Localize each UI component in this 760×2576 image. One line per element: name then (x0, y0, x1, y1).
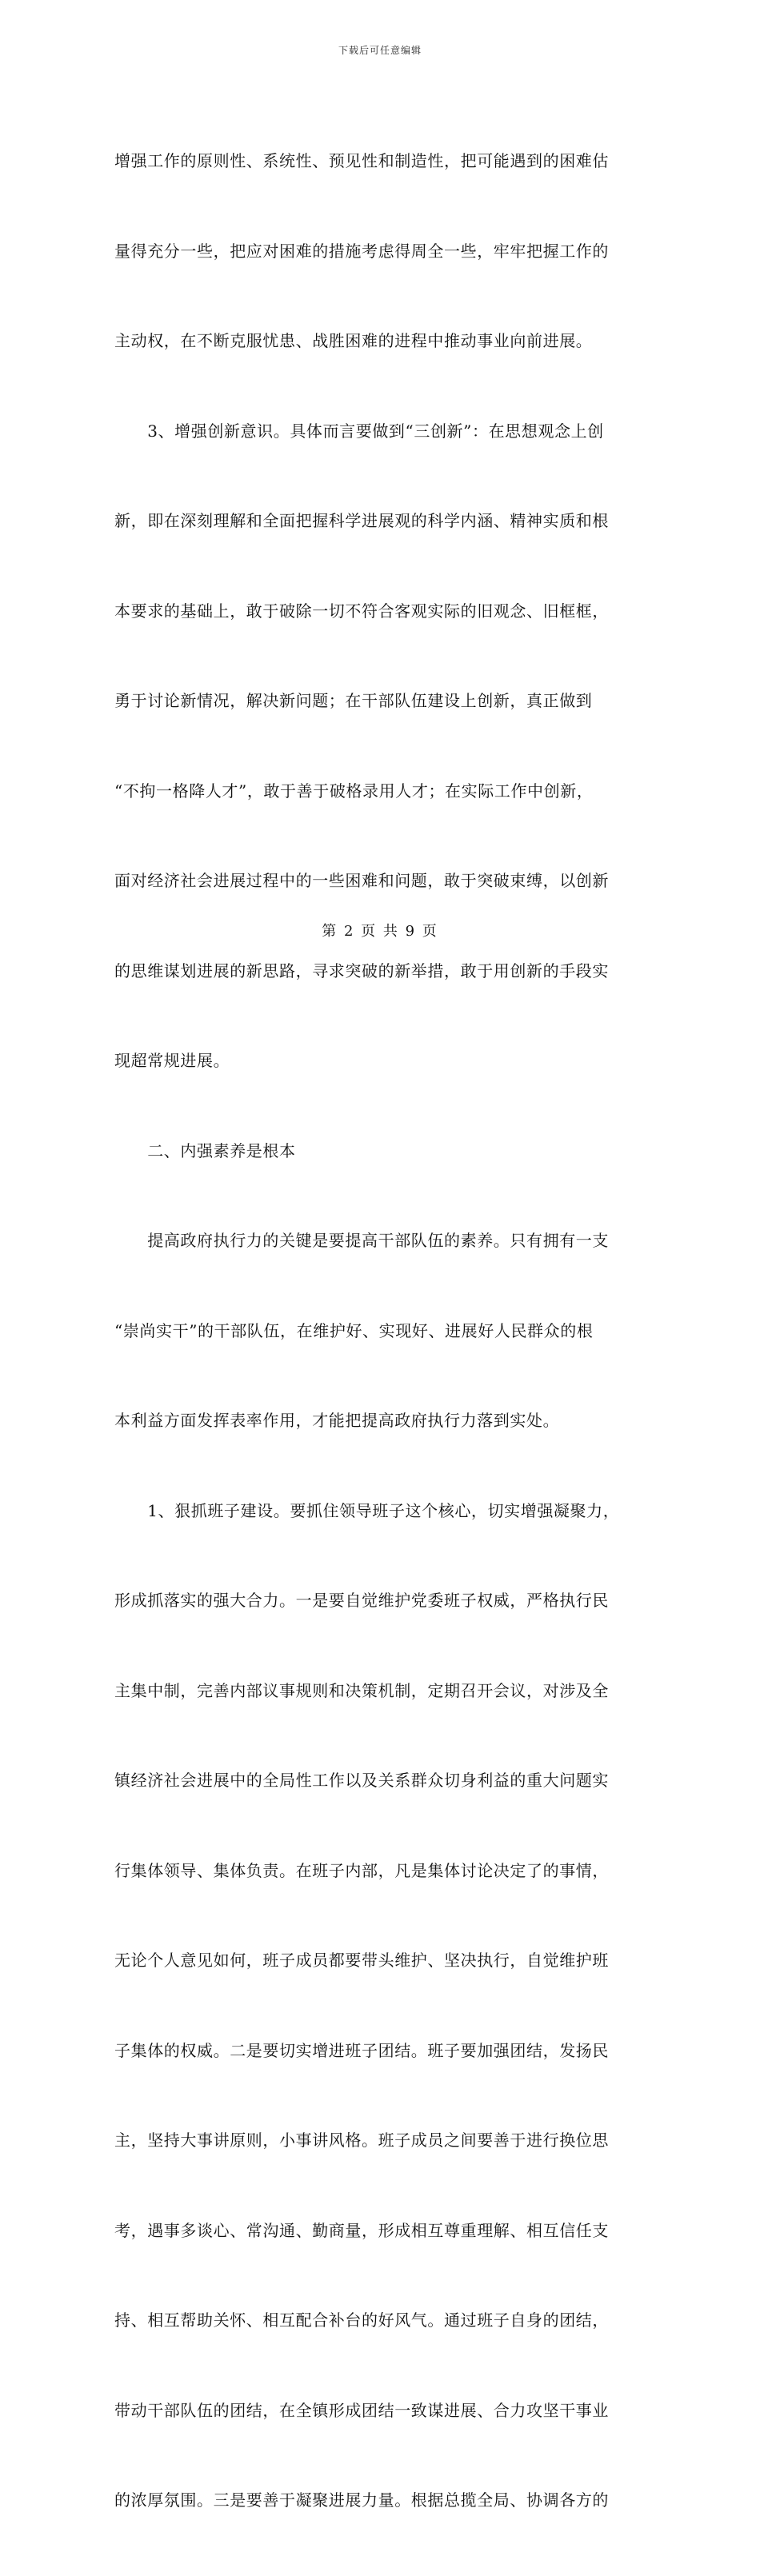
text-line: 子集体的权威。二是要切实增进班子团结。班子要加强团结，发扬民 (114, 2040, 609, 2060)
text-line: 现超常规进展。 (114, 1051, 230, 1070)
text-line: 本利益方面发挥表率作用，才能把提高政府执行力落到实处。 (114, 1411, 560, 1430)
body-paragraph (114, 86, 650, 2576)
text-line: 的浓厚氛围。三是要善于凝聚进展力量。根据总揽全局、协调各方的 (114, 2490, 609, 2510)
text-line: “不拘一格降人才”，敢于善于破格录用人才；在实际工作中创新， (114, 781, 594, 801)
body-text (114, 86, 650, 2576)
text-line: 的思维谋划进展的新思路，寻求突破的新举措，敢于用创新的手段实 (114, 961, 609, 980)
text-line: 增强工作的原则性、系统性、预见性和制造性，把可能遇到的困难估 (114, 151, 609, 170)
text-line: 带动干部队伍的团结，在全镇形成团结一致谋进展、合力攻坚干事业 (114, 2400, 609, 2420)
text-line: 新，即在深刻理解和全面把握科学进展观的科学内涵、精神实质和根 (114, 511, 609, 530)
text-line: 3、增强创新意识。具体而言要做到“三创新”：在思想观念上创 (114, 421, 604, 441)
text-line: 镇经济社会进展中的全局性工作以及关系群众切身利益的重大问题实 (114, 1771, 609, 1790)
text-line: 主，坚持大事讲原则，小事讲风格。班子成员之间要善于进行换位思 (114, 2131, 609, 2150)
text-line: 主集中制，完善内部议事规则和决策机制，定期召开会议，对涉及全 (114, 1680, 609, 1700)
text-line: 量得充分一些，把应对困难的措施考虑得周全一些，牢牢把握工作的 (114, 241, 609, 261)
text-line: 1、狠抓班子建设。要抓住领导班子这个核心，切实增强凝聚力， (114, 1500, 620, 1520)
text-line: 考，遇事多谈心、常沟通、勤商量，形成相互尊重理解、相互信任支 (114, 2220, 609, 2240)
text-line: 面对经济社会进展过程中的一些困难和问题，敢于突破束缚，以创新 (114, 871, 609, 890)
text-line: 提高政府执行力的关键是要提高干部队伍的素养。只有拥有一支 (114, 1231, 609, 1250)
text-line: “崇尚实干”的干部队伍，在维护好、实现好、进展好人民群众的根 (114, 1320, 594, 1340)
text-line: 主动权，在不断克服忧患、战胜困难的进程中推动事业向前进展。 (114, 331, 593, 350)
text-line: 形成抓落实的强大合力。一是要自觉维护党委班子权威，严格执行民 (114, 1591, 609, 1610)
text-line: 勇于讨论新情况，解决新问题；在干部队伍建设上创新，真正做到 (114, 691, 593, 710)
section-heading: 二、内强素养是根本 (114, 1140, 296, 1160)
text-line: 行集体领导、集体负责。在班子内部，凡是集体讨论决定了的事情， (114, 1860, 609, 1880)
text-line: 无论个人意见如何，班子成员都要带头维护、坚决执行，自觉维护班 (114, 1951, 609, 1970)
header-note: 下载后可任意编辑 (338, 45, 422, 56)
page-number: 第 2 页 共 9 页 (322, 923, 438, 940)
text-line: 本要求的基础上，敢于破除一切不符合客观实际的旧观念、旧框框， (114, 601, 609, 621)
text-line: 持、相互帮助关怀、相互配合补台的好风气。通过班子自身的团结， (114, 2310, 609, 2330)
